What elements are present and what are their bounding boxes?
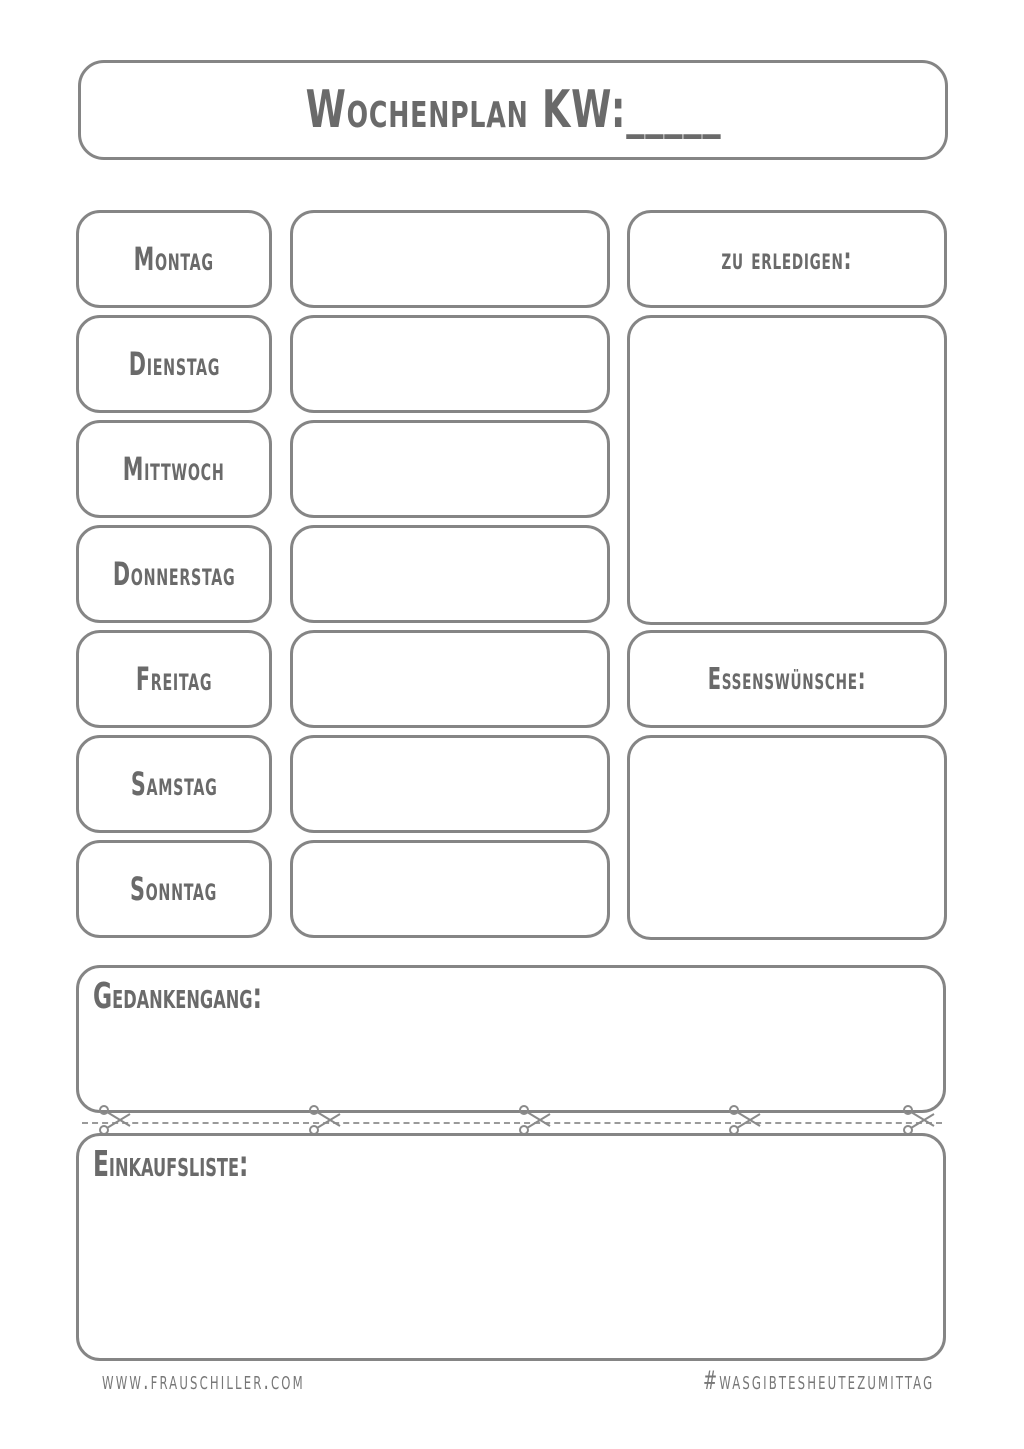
day-label-dienstag	[76, 315, 272, 413]
thoughts-area[interactable]	[76, 965, 946, 1113]
day-label-mittwoch	[76, 420, 272, 518]
day-label-text: Montag	[133, 240, 215, 278]
day-label-text: Samstag	[130, 765, 218, 803]
day-label-freitag	[76, 630, 272, 728]
scissors-icon	[726, 1104, 762, 1136]
scissors-icon	[516, 1104, 552, 1136]
day-entry-montag[interactable]	[290, 210, 610, 308]
footer-website: www.frauschiller.com	[102, 1366, 305, 1396]
day-entry-donnerstag[interactable]	[290, 525, 610, 623]
scissors-icon	[96, 1104, 132, 1136]
day-label-samstag	[76, 735, 272, 833]
day-entry-freitag[interactable]	[290, 630, 610, 728]
todo-label-box	[627, 210, 947, 308]
day-label-text: Donnerstag	[112, 555, 236, 593]
day-label-sonntag	[76, 840, 272, 938]
wishes-label: Essenswünsche:	[707, 661, 867, 697]
day-label-text: Dienstag	[128, 345, 220, 383]
wishes-area[interactable]	[627, 735, 947, 940]
title-box	[78, 60, 948, 160]
page-title: Wochenplan KW:_____	[305, 80, 721, 140]
day-label-montag	[76, 210, 272, 308]
day-label-text: Sonntag	[130, 870, 218, 908]
day-label-text: Freitag	[135, 660, 213, 698]
day-entry-samstag[interactable]	[290, 735, 610, 833]
scissors-icon	[306, 1104, 342, 1136]
day-label-text: Mittwoch	[123, 450, 225, 488]
day-entry-mittwoch[interactable]	[290, 420, 610, 518]
shopping-list-area[interactable]	[76, 1133, 946, 1361]
day-label-donnerstag	[76, 525, 272, 623]
scissors-icon	[900, 1104, 936, 1136]
todo-label: zu erledigen:	[721, 241, 853, 277]
todo-area[interactable]	[627, 315, 947, 625]
wishes-label-box	[627, 630, 947, 728]
thoughts-label: Gedankengang:	[93, 976, 262, 1017]
footer-hashtag: #wasgibtesheutezumittag	[702, 1366, 934, 1396]
day-entry-dienstag[interactable]	[290, 315, 610, 413]
shopping-list-label: Einkaufsliste:	[93, 1144, 249, 1185]
cut-line	[82, 1122, 942, 1124]
day-entry-sonntag[interactable]	[290, 840, 610, 938]
